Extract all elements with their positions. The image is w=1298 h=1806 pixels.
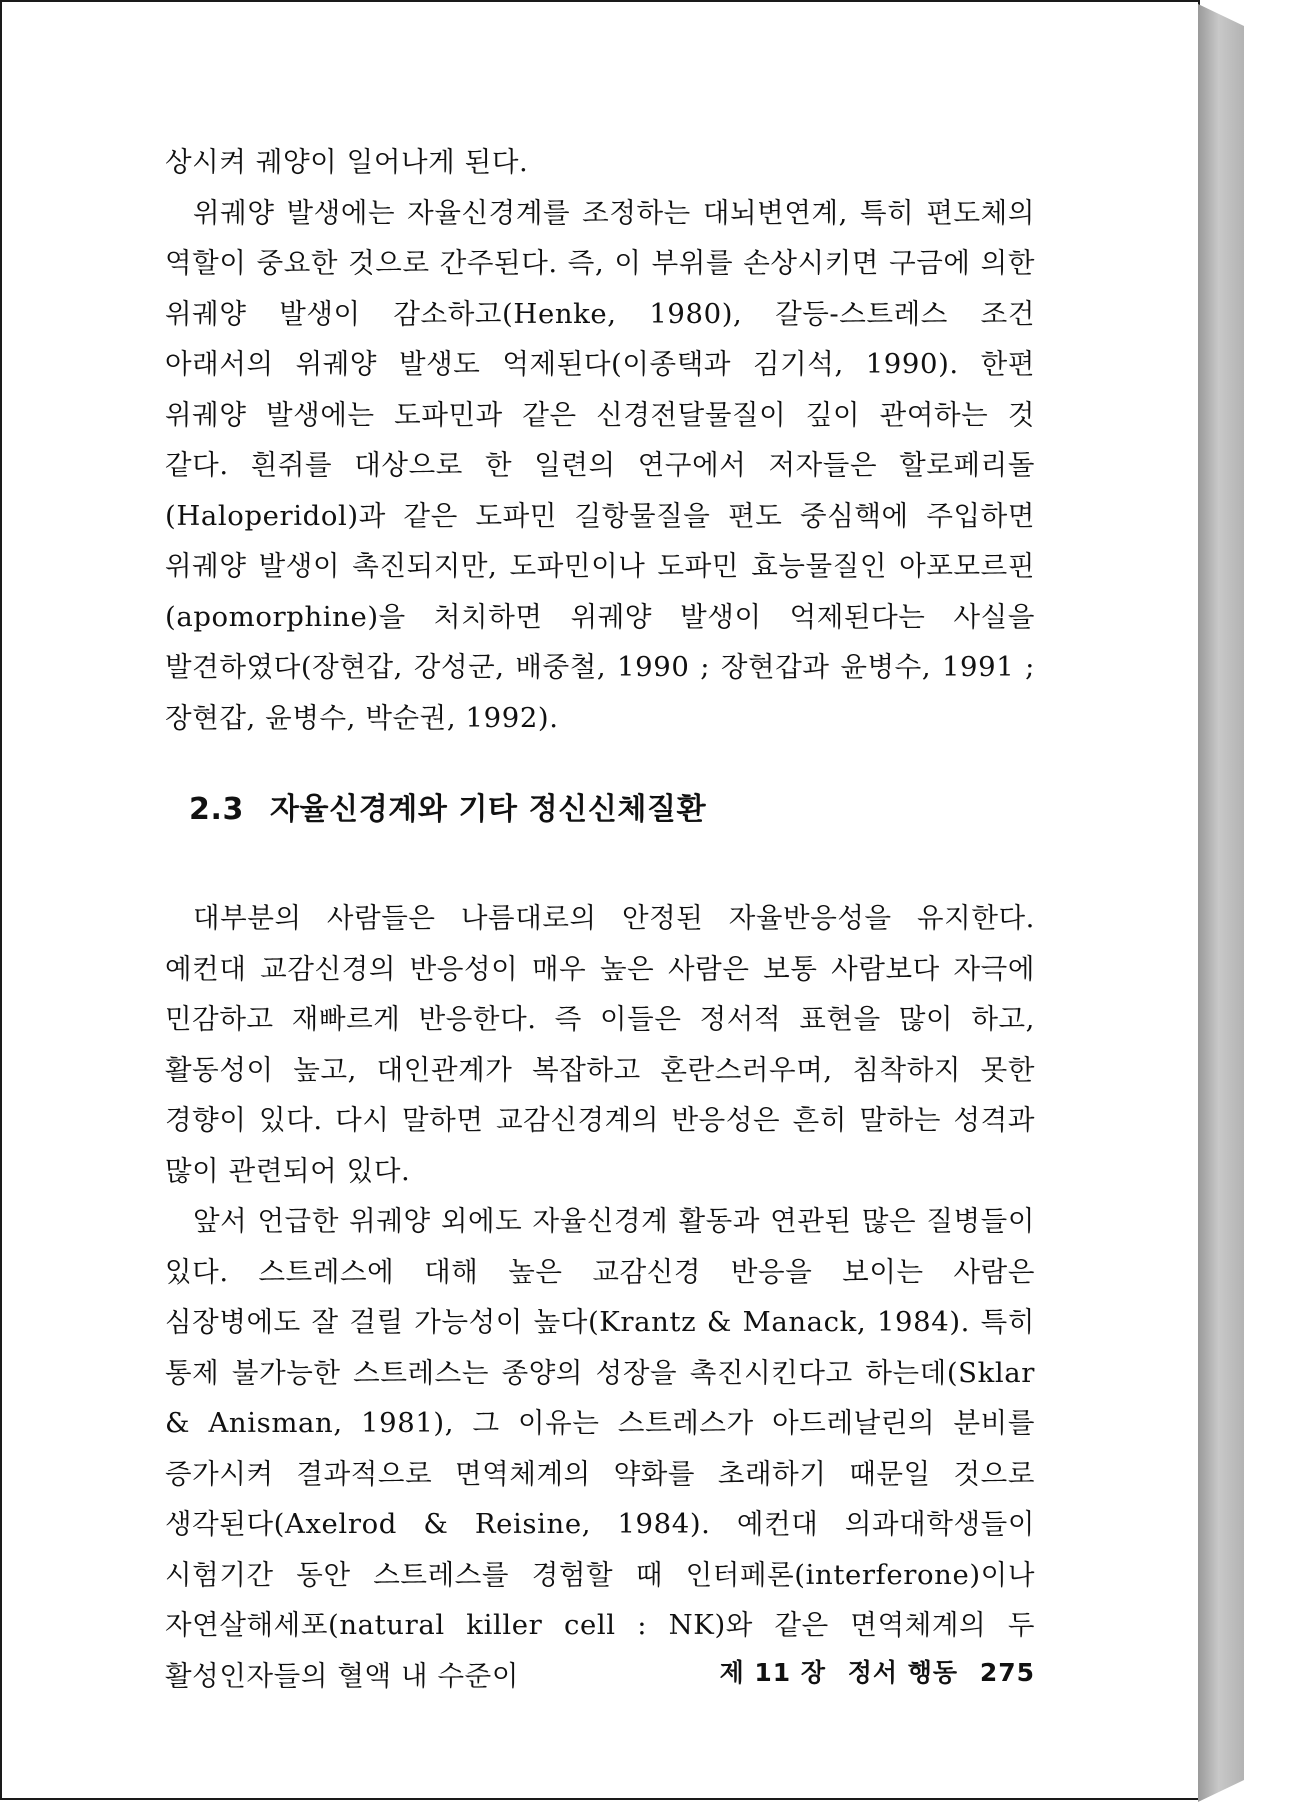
page-body <box>165 137 1035 1701</box>
paragraph-diseases: 앞서 언급한 위궤양 외에도 자율신경계 활동과 연관된 많은 질병들이 있다. 스트레스에 대해 높은 교감신경 반응을 보이는 사람은 심장병에도 잘 걸릴 가능성이 높다(Krantz & Manack, 1984). 특히 통제 불가능한 스트레스는 종양의 성장을 촉진시킨다고 하는데(Sklar & Anisman, 1981), 그 이유는 스트레스가 아드레날린의 분비를 증가시켜 결과적으로 면역체계의 약화를 초래하기 때문일 것으로 생각된다(Axelrod & Reisine, 1984). 예컨대 의과대학생들이 시험기간 동안 스트레스를 경험할 때 인터페론(interferone)이나 자연살해세포(natural killer cell : NK)와 같은 면역체계의 두 활성인자들의 혈액 내 수준이 <box>165 1205 1035 1692</box>
footer-chapter-title: 정서 행동 <box>847 1658 959 1687</box>
page-number: 275 <box>979 1658 1035 1687</box>
footer-chapter: 제 11 장 <box>719 1658 827 1687</box>
paragraph-continuation: 상시켜 궤양이 일어나게 된다. <box>165 146 529 178</box>
section-title: 자율신경계와 기타 정신신체질환 <box>269 792 707 827</box>
paragraph-gastric-ulcer: 위궤양 발생에는 자율신경계를 조정하는 대뇌변연계, 특히 편도체의 역할이 중요한 것으로 간주된다. 즉, 이 부위를 손상시키면 구금에 의한 위궤양 발생이 감소하고(Henke, 1980), 갈등-스트레스 조건 아래서의 위궤양 발생도 억제된다(이종택과 김기석, 1990). 한편 위궤양 발생에는 도파민과 같은 신경전달물질이 깊이 관여하는 것 같다. 흰쥐를 대상으로 한 일련의 연구에서 저자들은 할로페리돌(Haloperidol)과 같은 도파민 길항물질을 편도 중심핵에 주입하면 위궤양 발생이 촉진되지만, 도파민이나 도파민 효능물질인 아포모르핀(apomorphine)을 처치하면 위궤양 발생이 억제된다는 사실을 발견하였다(장현갑, 강성군, 배중철, 1990 ; 장현갑과 윤병수, 1991 ; 장현갑, 윤병수, 박순권, 1992). <box>165 196 1035 734</box>
page-edge-shadow <box>1198 4 1244 1802</box>
paragraph-autonomic-reactivity: 대부분의 사람들은 나름대로의 안정된 자율반응성을 유지한다. 예컨대 교감신경의 반응성이 매우 높은 사람은 보통 사람보다 자극에 민감하고 재빠르게 반응한다. 즉 이들은 정서적 표현을 많이 하고, 활동성이 높고, 대인관계가 복잡하고 혼란스러우며, 침착하지 못한 경향이 있다. 다시 말하면 교감신경계의 반응성은 흔히 말하는 성격과 많이 관련되어 있다. <box>165 902 1035 1187</box>
section-heading <box>189 785 1035 835</box>
section-number: 2.3 <box>189 792 244 827</box>
page-footer <box>165 1653 1035 1689</box>
